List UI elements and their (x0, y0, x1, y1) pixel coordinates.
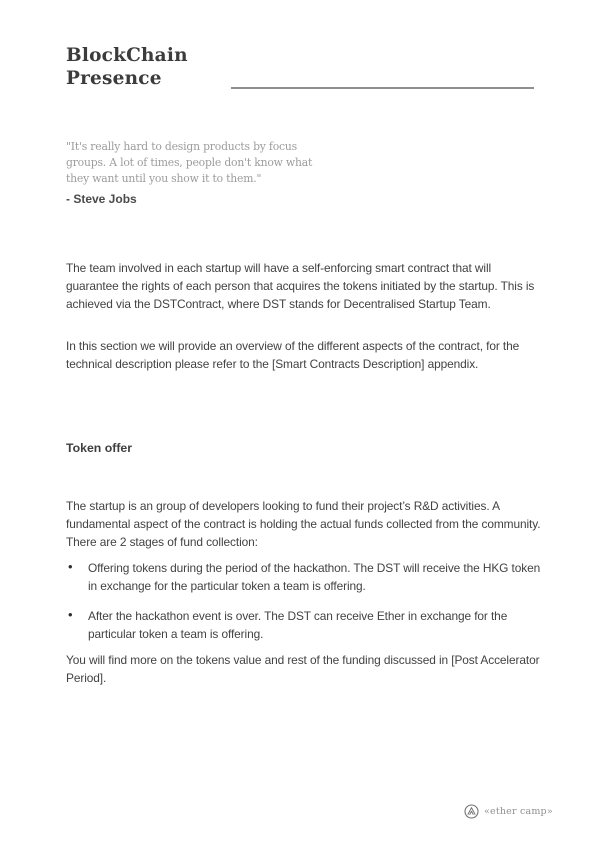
list-item (66, 607, 542, 643)
header-divider-line (231, 87, 534, 89)
quote-attribution: - Steve Jobs (66, 192, 137, 206)
section-heading-token-offer: Token offer (66, 441, 133, 455)
footer-brand-text: «ether camp» (484, 806, 553, 817)
page-title-line-1: BlockChain (66, 45, 188, 66)
list-item (66, 559, 542, 595)
paragraph-post-accelerator: You will find more on the tokens value and rest of the funding discussed in [Post Accelerator Period]. (66, 653, 540, 685)
ether-camp-logo-icon (464, 804, 479, 819)
bullet-icon: • (68, 559, 73, 574)
page-title (66, 44, 188, 90)
bullet-icon: • (68, 607, 73, 622)
footer-brand (464, 804, 553, 819)
list-item-text: Offering tokens during the period of the hackathon. The DST will receive the HKG token in exchange for the particular token a team is offering. (88, 561, 541, 593)
paragraph-smart-contract: The team involved in each startup will have a self-enforcing smart contract that will guarantee the rights of each person that acquires the tokens initiated by the startup. This is achieved via the DSTContract, where DST stands for Decentralised Startup Team. (66, 261, 535, 311)
page-title-line-2: Presence (66, 68, 162, 89)
fund-collection-stages-list (66, 559, 542, 643)
quote-text: "It's really hard to design products by focus groups. A lot of times, people don't know what they want until you show it to them." (66, 140, 313, 185)
paragraph-startup-funding: The startup is an group of developers looking to fund their project’s R&D activities. A fundamental aspect of the contract is holding the actual funds collected from the community. There are 2 stages of fund collection: (66, 499, 541, 549)
paragraph-section-overview: In this section we will provide an overview of the different aspects of the contract, for the technical description please refer to the [Smart Contracts Description] appendix. (66, 339, 520, 371)
list-item-text: After the hackathon event is over. The DST can receive Ether in exchange for the particular token a team is offering. (88, 609, 508, 641)
